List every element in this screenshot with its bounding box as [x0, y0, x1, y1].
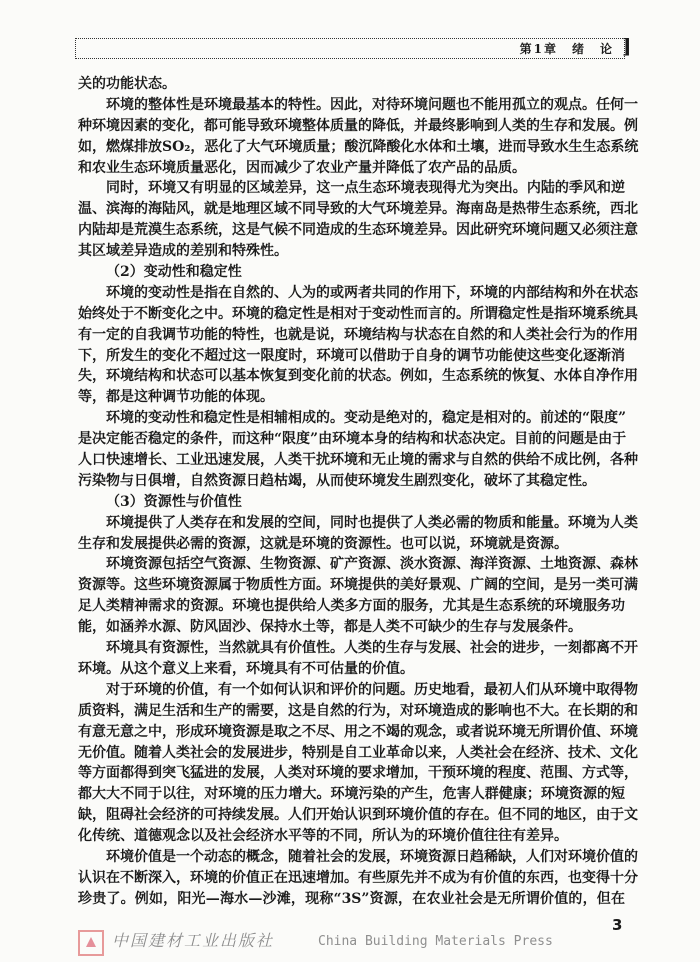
text-line: 环境的变动性是指在自然的、人为的或两者共同的作用下，环境的内部结构和外在状态 [106, 284, 638, 301]
running-header [75, 38, 625, 59]
text-line: 同时，环境又有明显的区域差异，这一点生态环境表现得尤为突出。内陆的季风和逆 [106, 180, 625, 197]
text-line: 如，燃煤排放SO₂，恶化了大气环境质量；酸沉降酸化水体和土壤，进而导致水生生态系统 [78, 138, 639, 155]
text-line: 等方面都得到突飞猛进的发展，人类对环境的要求增加，干预环境的程度、范围、方式等， [78, 765, 638, 782]
text-line: 资源等。这些环境资源属于物质性方面。环境提供的美好景观、广阔的空间，是另一类可满 [78, 577, 638, 594]
text-line: （3）资源性与价值性 [106, 493, 242, 510]
text-line: 认识在不断深入，环境的价值正在迅速增加。有些原先并不成为有价值的东西，也变得十分 [78, 869, 638, 886]
publisher-logo-icon [78, 930, 104, 956]
text-line: 内陆却是荒漠生态系统，这是气候不同造成的生态环境差异。因此研究环境问题又必须注意 [78, 222, 638, 239]
page-number: 3 [612, 916, 623, 934]
text-line: 种环境因素的变化，都可能导致环境整体质量的降低，并最终影响到人类的生存和发展。例 [78, 117, 638, 134]
text-line: 环境的变动性和稳定性是相辅相成的。变动是绝对的，稳定是相对的。前述的“限度” [106, 410, 627, 427]
text-line: 化传统、道德观念以及社会经济水平等的不同，所认为的环境价值往往有差异。 [78, 828, 568, 845]
text-line: 质资料，满足生活和生产的需要，这是自然的行为，对环境造成的影响也不大。在长期的和 [78, 702, 638, 719]
text-line: 环境。从这个意义上来看，环境具有不可估量的价值。 [78, 660, 414, 677]
text-line: 是决定能否稳定的条件，而这种“限度”由环境本身的结构和状态决定。目前的问题是由于 [78, 431, 627, 448]
text-line: 有意无意之中，形成环境资源是取之不尽、用之不竭的观念，或者说环境无所谓价值、环境 [78, 723, 638, 740]
watermark-name-cn: 中国建材工业出版社 [112, 931, 275, 950]
text-line: 都大大不同于以往，对环境的压力增大。环境污染的产生，危害人群健康；环境资源的短 [78, 786, 625, 803]
text-line: 人口快速增长、工业迅速发展，人类干扰环境和无止境的需求与自然的供给不成比例，各种 [78, 452, 638, 469]
text-line: 环境具有资源性，当然就具有价值性。人类的生存与发展、社会的进步，一刻都离不开 [106, 640, 638, 657]
text-line: （2）变动性和稳定性 [106, 264, 242, 281]
body-text [78, 74, 639, 910]
text-line: 环境的整体性是环境最基本的特性。因此，对待环境问题也不能用孤立的观点。任何一 [106, 96, 638, 113]
watermark-name-en: China Building Materials Press [318, 934, 553, 949]
text-line: 下，所发生的变化不超过这一限度时，环境可以借助于自身的调节功能使这些变化逐渐消 [78, 347, 625, 364]
chapter-title: 第1章 绪 论 [519, 42, 614, 56]
text-line: 其区域差异造成的差别和特殊性。 [78, 243, 288, 260]
text-line: 失，环境结构和状态可以基本恢复到变化前的状态。例如，生态系统的恢复、水体自净作用 [78, 368, 638, 385]
text-line: 等，都是这种调节功能的体现。 [78, 389, 274, 406]
text-line: 能，如涵养水源、防风固沙、保持水土等，都是人类不可缺少的生存与发展条件。 [78, 619, 582, 636]
text-line: 始终处于不断变化之中。环境的稳定性是相对于变动性而言的。所谓稳定性是指环境系统具 [78, 305, 638, 322]
text-line: 珍贵了。例如，阳光—海水—沙滩，现称“3S”资源，在农业社会是无所谓价值的，但在 [78, 890, 625, 907]
text-line: 关的功能状态。 [78, 76, 176, 92]
text-line: 对于环境的价值，有一个如何认识和评价的问题。历史地看，最初人们从环境中取得物 [106, 681, 638, 698]
text-line: 温、滨海的海陆风，就是地理区域不同导致的大气环境差异。海南岛是热带生态系统，西北 [78, 201, 638, 218]
text-line: 有一定的自我调节功能的特性，也就是说，环境结构与状态在自然的和人类社会行为的作用 [78, 326, 638, 343]
header-bracket: ] [622, 34, 632, 58]
text-line: 环境资源包括空气资源、生物资源、矿产资源、淡水资源、海洋资源、土地资源、森林 [106, 556, 638, 573]
text-line: 无价值。随着人类社会的发展进步，特别是自工业革命以来，人类社会在经济、技术、文化 [78, 744, 638, 761]
text-line: 生存和发展提供必需的资源，这就是环境的资源性。也可以说，环境就是资源。 [78, 535, 568, 552]
text-line: 缺，阻碍社会经济的可持续发展。人们开始认识到环境价值的存在。但不同的地区，由于文 [78, 807, 638, 824]
text-line: 环境价值是一个动态的概念，随着社会的发展，环境资源日趋稀缺，人们对环境价值的 [106, 848, 638, 865]
text-line: 环境提供了人类存在和发展的空间，同时也提供了人类必需的物质和能量。环境为人类 [106, 514, 638, 531]
text-line: 污染物与日俱增，自然资源日趋枯竭，从而使环境发生剧烈变化，破坏了其稳定性。 [78, 472, 596, 489]
text-line: 足人类精神需求的资源。环境也提供给人类多方面的服务，尤其是生态系统的环境服务功 [78, 598, 625, 615]
publisher-watermark [78, 928, 598, 956]
text-line: 和农业生态环境质量恶化，因而减少了农业产量并降低了农产品的品质。 [78, 159, 526, 176]
